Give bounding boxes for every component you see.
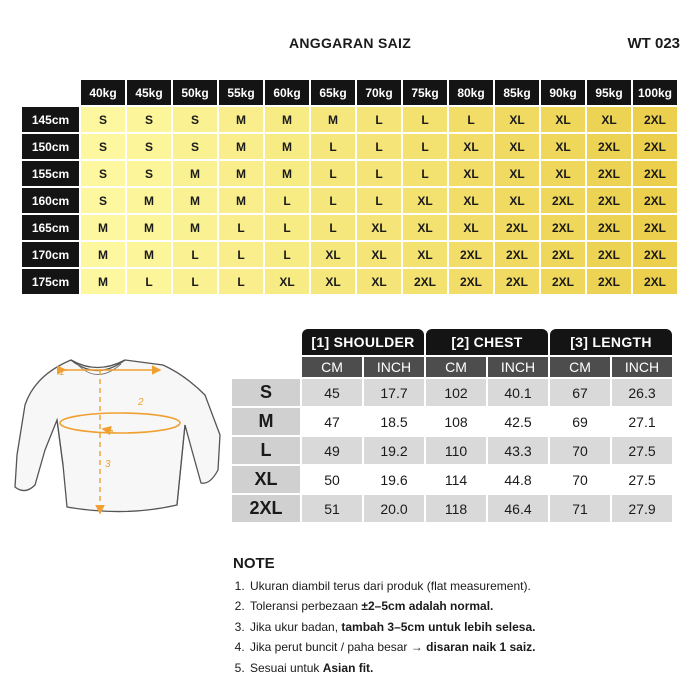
size-label: 2XL [232,495,300,522]
shirt-diagram [5,345,225,530]
size-cell: 2XL [541,215,585,240]
weight-header: 40kg [81,80,125,105]
measurement-value: 18.5 [380,413,408,430]
size-cell: XL [311,269,355,294]
size-cell: XL [449,161,493,186]
size-cell: 2XL [587,215,631,240]
size-cell: 2XL [495,269,539,294]
height-header: 145cm [22,107,79,132]
size-cell: M [173,215,217,240]
size-cell: XL [311,242,355,267]
size-cell: M [127,215,171,240]
size-cell: 2XL [495,242,539,267]
notes-section [233,554,536,678]
size-label: L [232,437,300,464]
size-cell: 2XL [449,242,493,267]
size-cell: L [173,242,217,267]
size-cell: XL [403,242,447,267]
note-text: Jika perut buncit / paha besar → [250,640,427,654]
size-label: XL [232,466,300,493]
height-header: 165cm [22,215,79,240]
unit-header: INCH [488,357,548,377]
measurement-value: 71 [550,495,610,522]
note-emphasis: Asian fit. [322,660,374,675]
note-text: Ukuran diambil terus dari produk (flat measurement). [250,578,531,593]
size-cell: M [265,107,309,132]
size-cell: XL [541,161,585,186]
size-cell: L [265,242,309,267]
weight-header: 60kg [265,80,309,105]
size-cell: 2XL [633,269,677,294]
note-item [248,617,536,638]
measurement-value: 27.1 [628,413,656,430]
product-code: WT 023 [627,35,680,52]
label-chest: 2 [138,397,144,408]
measurement-row [232,466,672,493]
size-cell: XL [495,188,539,213]
size-cell: L [219,215,263,240]
size-cell: 2XL [633,242,677,267]
size-cell: S [173,107,217,132]
size-cell: XL [541,134,585,159]
measurement-value: 114 [444,471,468,488]
size-cell: L [403,134,447,159]
size-cell: M [219,107,263,132]
size-cell: M [311,107,355,132]
measurement-value: 49 [302,437,362,464]
size-cell: XL [449,188,493,213]
weight-header: 100kg [633,80,677,105]
size-cell: L [311,215,355,240]
size-cell: S [81,161,125,186]
size-cell: XL [357,215,401,240]
measurement-value: 102 [426,379,486,406]
size-cell: 2XL [633,161,677,186]
size-cell: 2XL [587,134,631,159]
unit-header: INCH [364,357,424,377]
size-cell: L [311,161,355,186]
size-cell: M [81,269,125,294]
shirt-outline-icon [5,345,225,525]
measurement-value: 50 [324,471,340,488]
size-cell: 2XL [633,188,677,213]
measurement-value: 70 [550,437,610,464]
size-cell: XL [449,134,493,159]
note-text: Toleransi perbezaan [250,599,362,613]
weight-header: 70kg [357,80,401,105]
label-shoulder: 1 [59,367,65,378]
size-cell: L [219,269,263,294]
weight-header: 85kg [495,80,539,105]
measurement-value: 69 [572,413,588,430]
note-item [248,596,536,617]
size-cell: XL [541,107,585,132]
unit-header: CM [302,357,362,377]
measurement-table [230,327,674,524]
measurement-row [232,495,672,522]
weight-header: 90kg [541,80,585,105]
measurement-row [232,437,672,464]
size-cell: 2XL [449,269,493,294]
measurement-value: 17.7 [364,379,424,406]
size-cell: M [265,161,309,186]
size-cell: 2XL [633,134,677,159]
size-cell: 2XL [541,188,585,213]
size-cell: L [403,161,447,186]
measurement-value: 43.3 [488,437,548,464]
size-cell: 2XL [587,188,631,213]
measurement-value: 67 [550,379,610,406]
measurement-value: 26.3 [612,379,672,406]
size-cell: S [81,107,125,132]
measurement-value: 20.0 [364,495,424,522]
size-cell: 2XL [633,215,677,240]
measurement-value: 19.2 [364,437,424,464]
note-emphasis: disaran naik 1 saiz. [426,640,536,654]
size-cell: S [127,161,171,186]
size-cell: S [127,107,171,132]
size-cell: S [81,134,125,159]
size-cell: XL [495,107,539,132]
measurement-value: 42.5 [504,413,532,430]
size-cell: M [219,161,263,186]
size-cell: L [311,188,355,213]
size-cell: L [357,134,401,159]
size-cell: S [173,134,217,159]
measurement-value: 40.1 [488,379,548,406]
size-cell: M [81,215,125,240]
size-cell: 2XL [587,161,631,186]
notes-heading: NOTE [233,555,275,572]
weight-header: 80kg [449,80,493,105]
size-label: S [232,379,300,406]
note-emphasis: ±2–5cm adalah normal. [361,599,494,613]
measurement-value: 46.4 [488,495,548,522]
measurement-value: 110 [426,437,486,464]
measurement-group-header: [3] LENGTH [550,329,672,355]
measurement-value: 118 [426,495,486,522]
size-cell: L [265,188,309,213]
unit-header: INCH [612,357,672,377]
size-cell: L [403,107,447,132]
weight-header: 65kg [311,80,355,105]
size-cell: XL [495,161,539,186]
note-text: Sesuai untuk [250,660,323,675]
note-item [248,637,536,658]
size-cell: L [173,269,217,294]
size-cell: XL [449,215,493,240]
size-cell: M [219,188,263,213]
weight-header: 45kg [127,80,171,105]
measurement-value: 47 [324,413,340,430]
weight-header: 95kg [587,80,631,105]
size-cell: L [311,134,355,159]
measurement-value: 108 [444,413,468,430]
size-cell: 2XL [541,242,585,267]
unit-header: CM [550,357,610,377]
size-cell: L [127,269,171,294]
size-cell: M [127,188,171,213]
measurement-value: 27.9 [612,495,672,522]
note-text: Jika ukur badan, [250,619,342,634]
size-cell: 2XL [633,107,677,132]
measurement-value: 27.5 [628,471,656,488]
size-cell: 2XL [403,269,447,294]
chart-title: ANGGARAN SAIZ [288,35,412,51]
size-cell: 2XL [587,269,631,294]
size-cell: XL [587,107,631,132]
size-cell: L [219,242,263,267]
size-cell: L [265,215,309,240]
height-header: 155cm [22,161,79,186]
weight-header: 50kg [173,80,217,105]
size-cell: M [81,242,125,267]
size-cell: M [173,188,217,213]
grid-corner [22,80,79,105]
measurement-value: 70 [572,471,588,488]
size-cell: L [449,107,493,132]
measurement-group-header: [2] CHEST [426,329,548,355]
measurement-value: 27.5 [612,437,672,464]
size-cell: L [357,188,401,213]
height-header: 175cm [22,269,79,294]
size-cell: XL [495,134,539,159]
measurement-value: 19.6 [380,471,408,488]
size-cell: M [173,161,217,186]
measurement-row [232,408,672,435]
measurement-value: 51 [302,495,362,522]
size-cell: XL [403,215,447,240]
label-length: 3 [105,459,111,470]
size-cell: 2XL [541,269,585,294]
measurement-value: 45 [302,379,362,406]
size-cell: L [357,161,401,186]
size-label: M [232,408,300,435]
size-cell: S [127,134,171,159]
note-emphasis: tambah 3–5cm untuk lebih selesa. [341,619,536,634]
height-header: 170cm [22,242,79,267]
size-cell: L [357,107,401,132]
size-cell: M [127,242,171,267]
note-item [248,576,536,597]
size-cell: M [265,134,309,159]
size-recommendation-grid [20,78,679,296]
size-cell: XL [265,269,309,294]
size-cell: XL [403,188,447,213]
measurement-value: 44.8 [504,471,532,488]
size-cell: XL [357,269,401,294]
weight-header: 55kg [219,80,263,105]
size-cell: 2XL [495,215,539,240]
note-item [248,658,536,679]
measurement-row [232,379,672,406]
notes-list [233,576,536,679]
measurement-group-header: [1] SHOULDER [302,329,424,355]
weight-header: 75kg [403,80,447,105]
height-header: 150cm [22,134,79,159]
height-header: 160cm [22,188,79,213]
size-cell: M [219,134,263,159]
size-cell: XL [357,242,401,267]
size-cell: S [81,188,125,213]
size-cell: 2XL [587,242,631,267]
unit-header: CM [426,357,486,377]
